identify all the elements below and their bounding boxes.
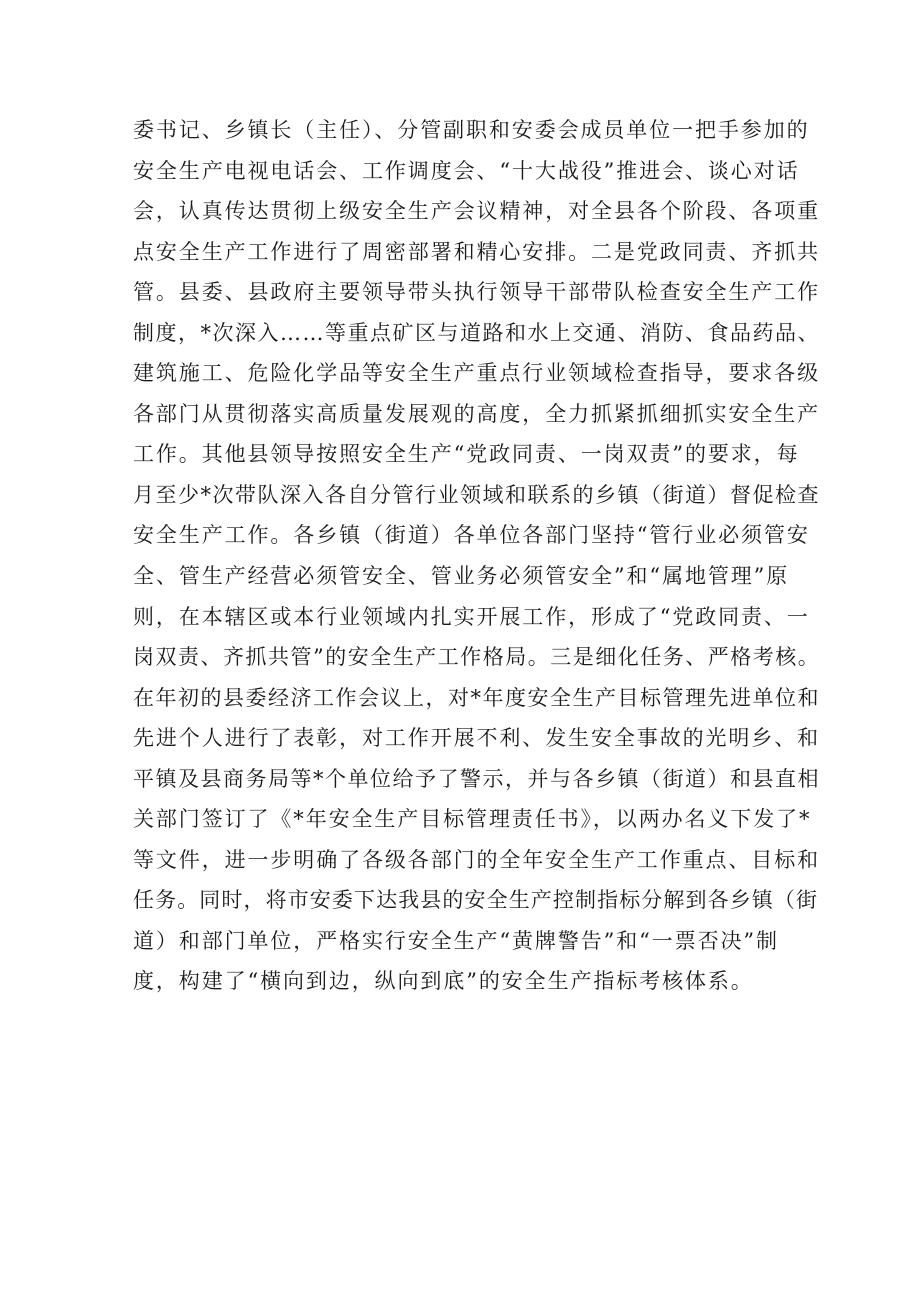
text-line: 岗双责、齐抓共管”的安全生产工作格局。三是细化任务、严格考核。 bbox=[133, 645, 821, 670]
text-line: 平镇及县商务局等*个单位给予了警示，并与各乡镇（街道）和县直相 bbox=[133, 766, 820, 791]
text-line: 在年初的县委经济工作会议上，对*年度安全生产目标管理先进单位和 bbox=[133, 685, 820, 710]
text-line: 等文件，进一步明确了各级各部门的全年安全生产工作重点、目标和 bbox=[133, 847, 820, 872]
text-line: 道）和部门单位，严格实行安全生产“黄牌警告”和“一票否决”制 bbox=[133, 928, 779, 953]
text-line: 工作。其他县领导按照安全生产“党政同责、一岗双责”的要求，每 bbox=[133, 442, 800, 467]
text-line: 安全生产工作。各乡镇（街道）各单位各部门坚持“管行业必须管安 bbox=[133, 523, 810, 548]
text-line: 全、管生产经营必须管安全、管业务必须管安全”和“属地管理”原 bbox=[133, 564, 790, 589]
text-line: 度，构建了“横向到边，纵向到底”的安全生产指标考核体系。 bbox=[133, 969, 754, 994]
text-line: 委书记、乡镇长（主任）、分管副职和安委会成员单位一把手参加的 bbox=[133, 118, 810, 142]
text-line: 则，在本辖区或本行业领域内扎实开展工作，形成了“党政同责、一 bbox=[133, 604, 810, 629]
text-line: 各部门从贯彻落实高质量发展观的高度，全力抓紧抓细抓实安全生产 bbox=[133, 401, 820, 426]
text-line: 任务。同时，将市安委下达我县的安全生产控制指标分解到各乡镇（街 bbox=[133, 888, 819, 913]
text-line: 管。县委、县政府主要领导带头执行领导干部带队检查安全生产工作 bbox=[133, 280, 820, 305]
text-line: 建筑施工、危险化学品等安全生产重点行业领域检查指导，要求各级 bbox=[133, 361, 820, 386]
text-line: 安全生产电视电话会、工作调度会、“十大战役”推进会、谈心对话 bbox=[133, 158, 800, 183]
text-line: 点安全生产工作进行了周密部署和精心安排。二是党政同责、齐抓共 bbox=[133, 239, 820, 264]
text-line: 关部门签订了《*年安全生产目标管理责任书》，以两办名义下发了* bbox=[133, 807, 812, 832]
text-line: 会，认真传达贯彻上级安全生产会议精神，对全县各个阶段、各项重 bbox=[133, 199, 820, 224]
text-line: 月至少*次带队深入各自分管行业领域和联系的乡镇（街道）督促检查 bbox=[133, 482, 820, 507]
text-line: 制度，*次深入……等重点矿区与道路和水上交通、消防、食品药品、 bbox=[133, 320, 820, 345]
body-paragraph bbox=[133, 110, 821, 1002]
text-line: 先进个人进行了表彰，对工作开展不利、发生安全事故的光明乡、和 bbox=[133, 726, 820, 751]
